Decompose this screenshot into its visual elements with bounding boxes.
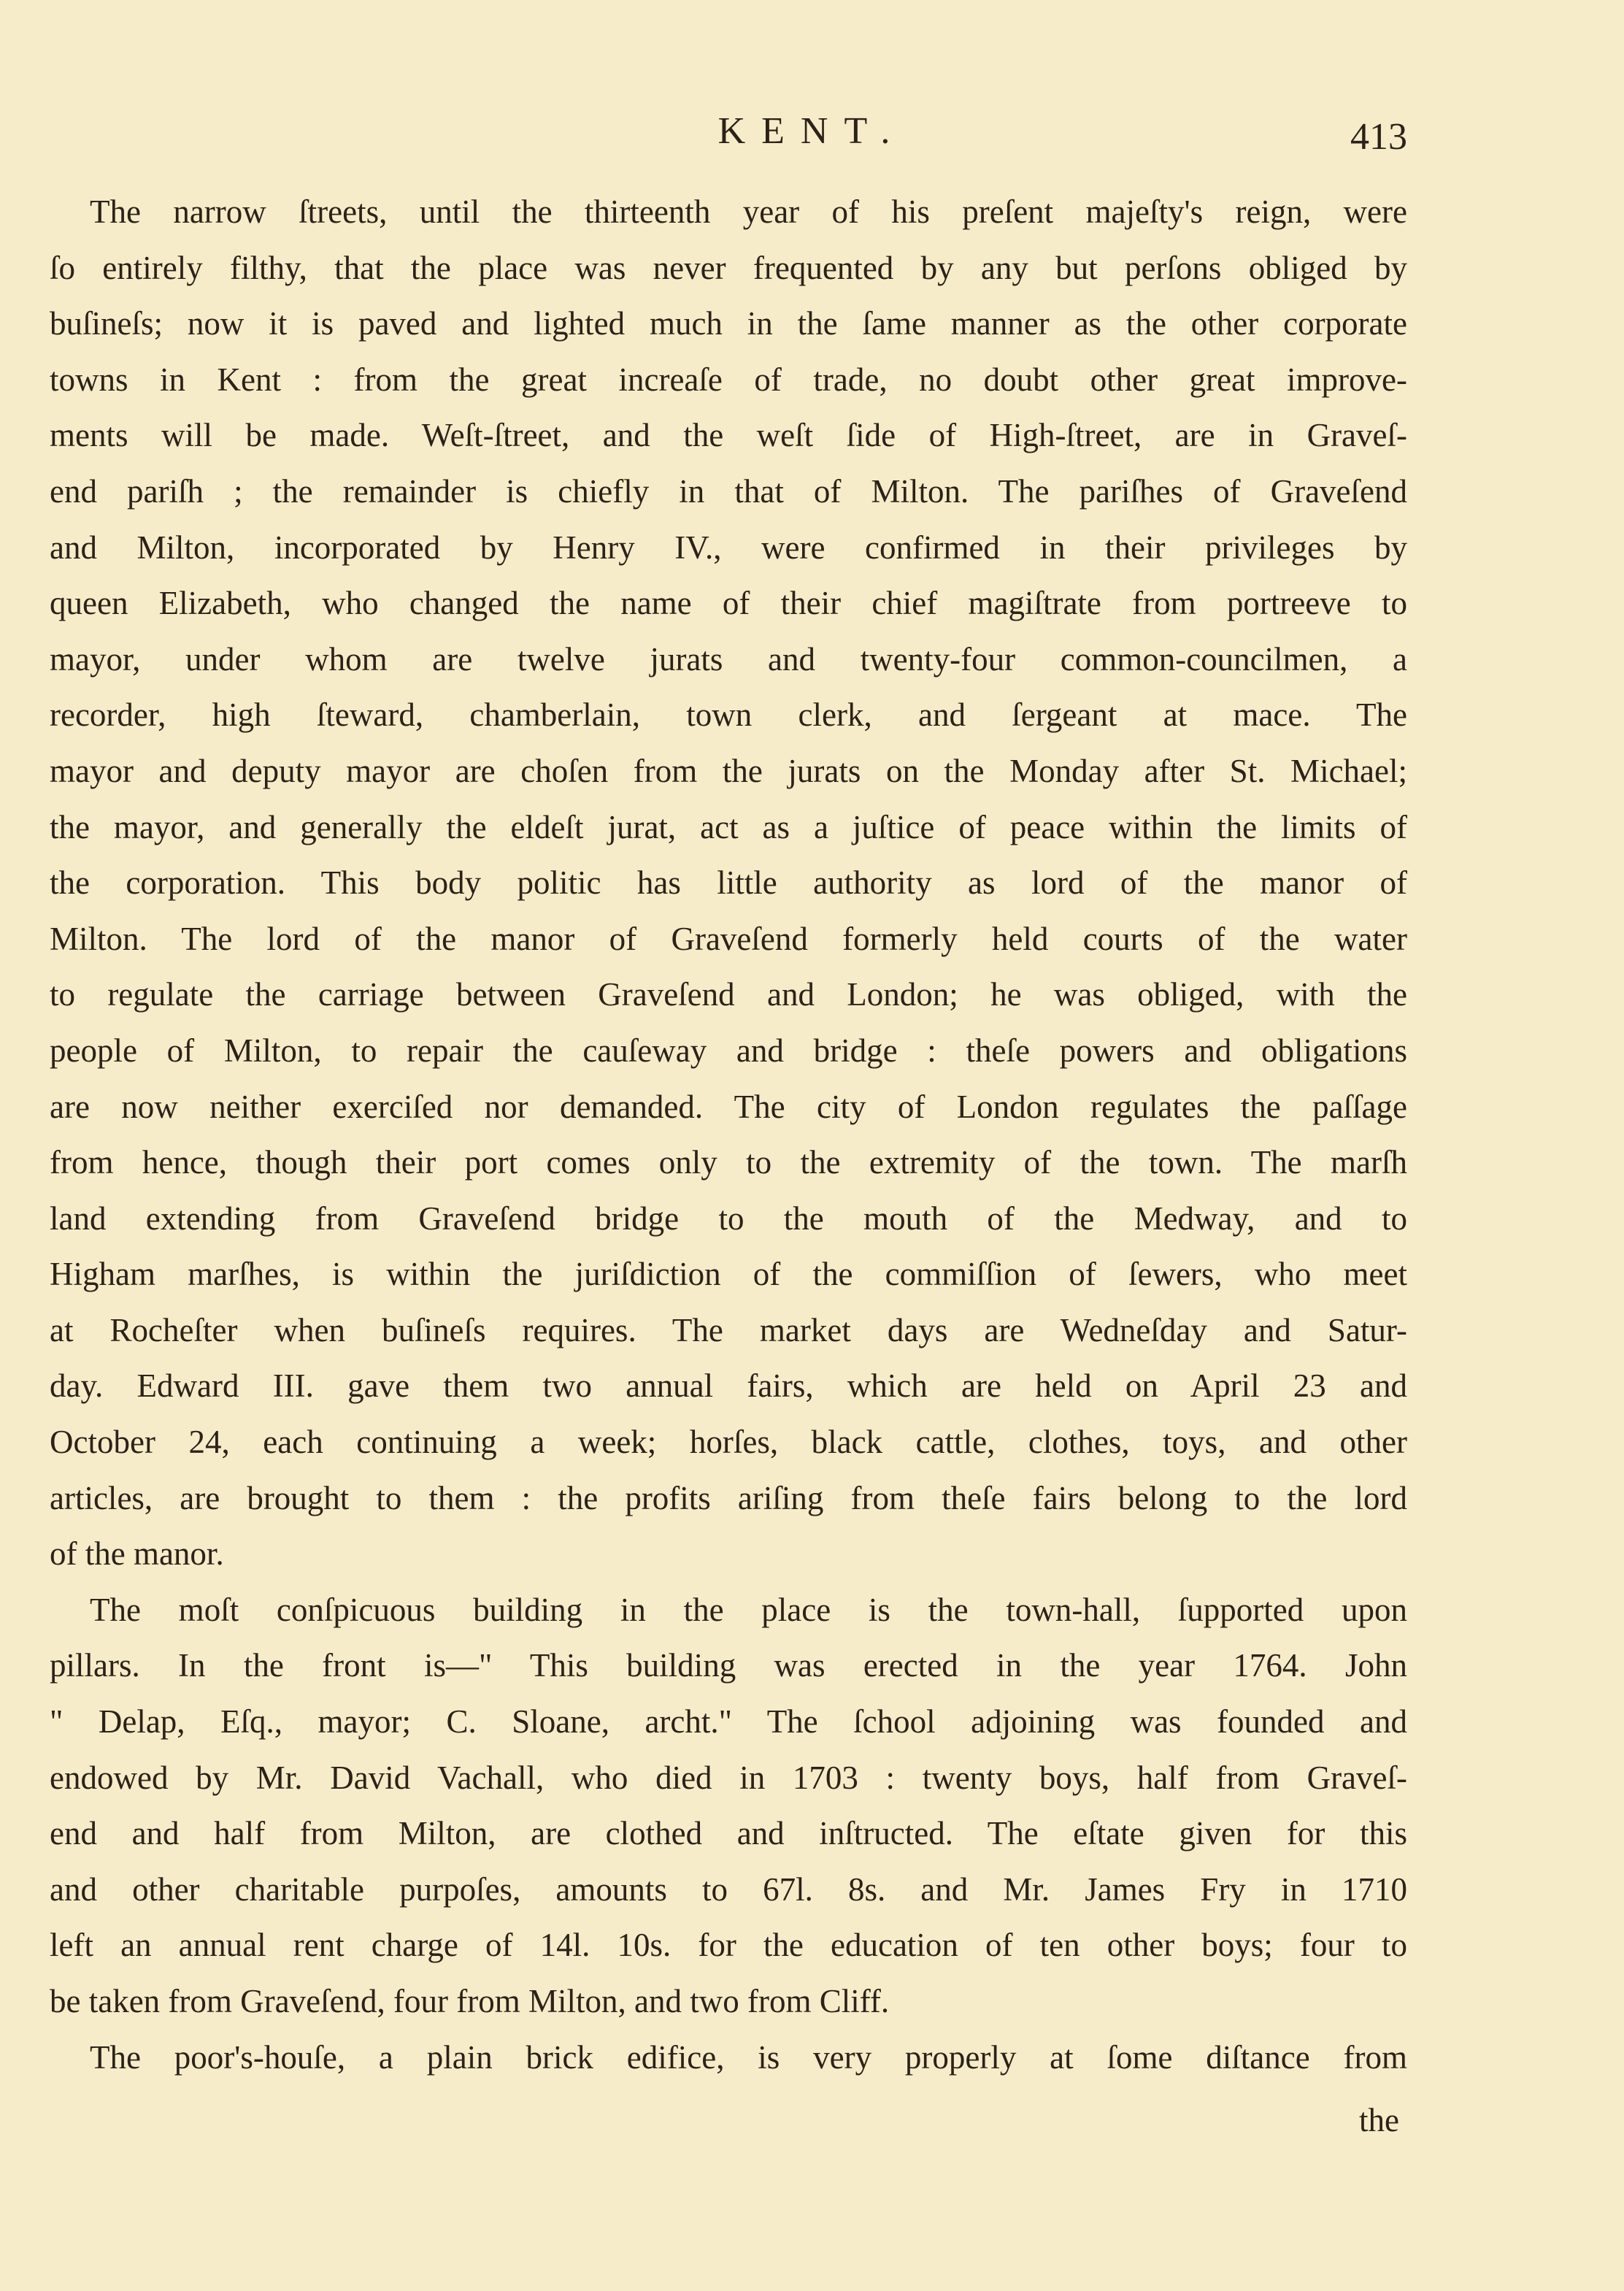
text-line: people of Milton, to repair the cauſeway and bridge : theſe powers and obligations <box>50 1032 1407 1069</box>
text-line: to regulate the carriage between Graveſend and London; he was obliged, with the <box>50 976 1407 1013</box>
text-line: and other charitable purpoſes, amounts to 67l. 8s. and Mr. James Fry in 1710 <box>50 1870 1407 1908</box>
text-line: left an annual rent charge of 14l. 10s. for the education of ten other boys; four to <box>50 1927 1407 1964</box>
page-number: 413 <box>1350 116 1407 158</box>
text-line: The narrow ſtreets, until the thirteenth year of his preſent majeſty's reign, were <box>90 193 1407 230</box>
text-line: queen Elizabeth, who changed the name of their chief magiſtrate from portreeve to <box>50 585 1407 622</box>
text-line: end and half from Milton, are clothed and inſtructed. The eſtate given for this <box>50 1815 1407 1852</box>
text-line: pillars. In the front is—" This building was erected in the year 1764. John <box>50 1647 1407 1684</box>
text-line: and Milton, incorporated by Henry IV., were confirmed in their privileges by <box>50 529 1407 566</box>
text-line: the corporation. This body politic has little authority as lord of the manor of <box>50 864 1407 902</box>
text-line: are now neither exerciſed nor demanded. The city of London regulates the paſſage <box>50 1088 1407 1125</box>
text-line: buſineſs; now it is paved and lighted much in the ſame manner as the other corporate <box>50 305 1407 342</box>
text-line: The poor's-houſe, a plain brick edifice, is very properly at ſome diſtance from <box>90 2038 1407 2076</box>
text-line: the mayor, and generally the eldeſt jurat, act as a juſtice of peace within the limits of <box>50 808 1407 845</box>
text-line: of the manor. <box>50 1535 224 1573</box>
text-line: mayor, under whom are twelve jurats and twenty-four common-councilmen, a <box>50 640 1407 678</box>
text-line: be taken from Graveſend, four from Milton, and two from Cliff. <box>50 1983 890 2019</box>
text-line: day. Edward III. gave them two annual fairs, which are held on April 23 and <box>50 1367 1407 1405</box>
text-line: articles, are brought to them : the profits ariſing from theſe fairs belong to the lord <box>50 1479 1407 1516</box>
text-line: land extending from Graveſend bridge to the mouth of the Medway, and to <box>50 1200 1407 1237</box>
text-line: The moſt conſpicuous building in the place is the town-hall, ſupported upon <box>90 1591 1407 1628</box>
text-line: " Delap, Eſq., mayor; C. Sloane, archt." The ſchool adjoining was founded and <box>50 1703 1407 1741</box>
text-line: ments will be made. Weſt-ſtreet, and the weſt ſide of High-ſtreet, are in Graveſ- <box>50 417 1407 454</box>
text-line: ſo entirely filthy, that the place was never frequented by any but perſons obliged by <box>50 249 1407 286</box>
text-line: mayor and deputy mayor are choſen from the jurats on the Monday after St. Michael; <box>50 752 1407 789</box>
text-line: at Rocheſter when buſineſs requires. The market days are Wedneſday and Satur- <box>50 1311 1407 1348</box>
text-line: from hence, though their port comes only to the extremity of the town. The marſh <box>50 1144 1407 1181</box>
text-line: Higham marſhes, is within the juriſdiction of the commiſſion of ſewers, who meet <box>50 1256 1407 1293</box>
catchword: the <box>1359 2102 1399 2138</box>
running-head: KENT. <box>717 110 907 152</box>
text-line: recorder, high ſteward, chamberlain, town clerk, and ſergeant at mace. The <box>50 696 1407 734</box>
text-line: Milton. The lord of the manor of Graveſend formerly held courts of the water <box>50 920 1407 957</box>
text-line: towns in Kent : from the great increaſe of trade, no doubt other great improve- <box>50 361 1407 398</box>
body-text <box>50 184 1407 2085</box>
text-line: October 24, each continuing a week; horſes, black cattle, clothes, toys, and other <box>50 1424 1407 1461</box>
text-line: endowed by Mr. David Vachall, who died in 1703 : twenty boys, half from Graveſ- <box>50 1759 1407 1796</box>
text-line: end pariſh ; the remainder is chiefly in that of Milton. The pariſhes of Graveſend <box>50 472 1407 510</box>
